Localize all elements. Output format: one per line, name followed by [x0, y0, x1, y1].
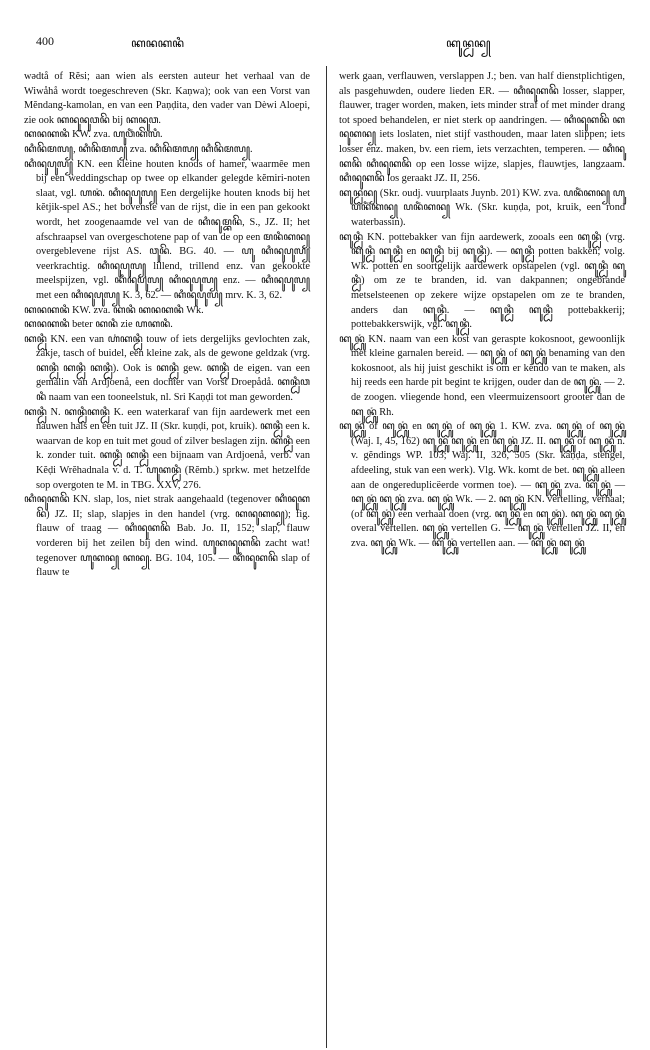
dictionary-entry: werk gaan, verflauwen, verslappen J.; ben. van half dienstplichtigen, als pasgehuwden, oudere lieden ER. — ꦏꦶꦤꦸꦏꦤꦼ losser, slapper, flauwer, trager worden, maken, iets minder straf of met minder drang tot spoed behandelen, er niet sterk op aandringen. — ꦏꦶꦤꦸꦏꦤꦼ ꦏꦤꦸꦏꦤ꧀ iets loslaten, niet stijf vasthouden, maar laten slippen; iets losser enz. maken, bv. een riem, iets verzachten, temperen. — ꦏꦶꦤꦸꦏꦤꦼ ꦏꦶꦤꦸꦏꦤꦼ op een losse wijze, slapjes, flauwtjes, langzaam. ꦏꦶꦤꦸꦏꦤꦼ los geraakt JZ. II, 256.: [339, 71, 625, 185]
page-header: [36, 34, 614, 52]
page-number: 400: [36, 34, 54, 48]
dictionary-entry: ꦏꦤ꧀ꦝꦶ KN. een van ꦲꦁꦏꦤ꧀ꦝꦶ touw of iets dergelijks gevlochten zak, zakje, tasch of buidel, een kleine zak, als de gewone geldzak (vrg. ꦏꦤ꧀ꦝꦶ ꦏꦤ꧀ꦝꦶ ꦏꦤ꧀ꦝꦶ). Ook is ꦏꦤ꧀ꦝꦶ gew. ꦏꦤ꧀ꦝꦶ de eigen. van een gemalin van Ardjoenå, een dochter van Vorst Droepådå. ꦏꦤ꧀ꦝꦶꦮꦤꦶ naam van een tooneelstuk, nl. Sri Kaṇḍi tot man geworden.: [24, 333, 310, 404]
dictionary-entry: ꦏꦤ꧀ꦝꦶ N. ꦏꦤ꧀ꦝꦶꦏꦤ꧀ꦝꦶ K. een waterkaraf van fijn aardewerk met een nauwen hals en een tuit JZ. II (Skr. kuṇḍi, pot, kruik). ꦏꦤ꧀ꦝꦶ een k. waarvan de kop en tuit met goud of zilver beslagen zijn. ꦏꦤ꧀ꦝꦶ een k. zonder tuit. ꦏꦤ꧀ꦝꦶ ꦏꦤ꧀ꦝꦶ een bijnaam van Ardjoenå, verb. van Kĕḍi Wrĕhadnala v. d. T. ꦲꦸꦏꦤ꧀ꦝꦶ (Rĕmb.) sprkw. met hetzelfde sop overgoten te M. in TBG. XXV, 276.: [24, 406, 310, 491]
left-running-head: ꦏꦤꦏꦤꦶ: [131, 36, 185, 50]
right-running-head: ꦏꦸꦤ꧀ꦝꦤ꧀: [446, 36, 491, 50]
left-column: [24, 70, 310, 581]
dictionary-entry: wədtå of Rĕsi; aan wien als eersten auteur het verhaal van de Wiwåhå wordt toegeschreven (Skr. Kaṇwa); ook van een Vorst van Mĕndang-kamolan, en van een Paṇḍita, den vader van Dèwi Aloepi, zie ook ꦏꦤꦸꦤꦸꦮꦤꦼ bij ꦏꦤꦸꦮ.: [24, 71, 310, 126]
dictionary-entry: ꦏꦸꦤ꧀ꦝꦸꦁ of ꦏꦸꦤ꧀ꦝꦸꦁ en ꦏꦸꦤ꧀ꦝꦸꦁ of ꦏꦸꦤ꧀ꦝꦸꦁ 1. KW. zva. ꦏꦸꦤ꧀ꦝꦸꦁ of ꦏꦸꦤ꧀ꦝꦸꦁ (Waj. I, 45, 162) ꦏꦸꦤ꧀ꦝꦸꦁ ꦏꦸꦤ꧀ꦝꦸꦁ en ꦏꦸꦤ꧀ꦝꦸꦁ JZ. II. ꦏꦸꦤ꧀ꦝꦸꦁ of ꦏꦸꦤ꧀ꦝꦸꦁ n. v. gĕndings WP. 103; Waj. II, 326, 505 (Skr. kâṇḍa, stengel, afdeeling, stuk van een werk). Vlg. Wk. komt de bet. ꦏꦸꦤ꧀ꦝꦸꦁ alleen aan de ongereduplicëerde vormen toe). — ꦏꦸꦤ꧀ꦝꦸꦁ zva. ꦏꦸꦤ꧀ꦝꦸꦁ — ꦏꦸꦤ꧀ꦝꦸꦁ ꦏꦸꦤ꧀ꦝꦸꦁ zva. ꦏꦸꦤ꧀ꦝꦸꦁ Wk. — 2. ꦏꦸꦤ꧀ꦝꦸꦁ KN. vertelling, verhaal; (of ꦏꦸꦤ꧀ꦝꦸꦁ) een verhaal doen (vrg. ꦏꦸꦤ꧀ꦝꦸꦁ en ꦏꦸꦤ꧀ꦝꦸꦁ). ꦏꦸꦤ꧀ꦝꦸꦁ ꦏꦸꦤ꧀ꦝꦸꦁ overal vertellen. ꦏꦸꦤ꧀ꦝꦸꦁ vertellen G. — ꦏꦸꦤ꧀ꦝꦸꦁ vertellen JZ. II, en zva. ꦏꦸꦤ꧀ꦝꦸꦁ Wk. — ꦏꦸꦤ꧀ꦝꦸꦁ vertellen aan. — ꦏꦸꦤ꧀ꦝꦸꦁ ꦏꦸꦤ꧀ꦝꦸꦁ: [339, 421, 625, 549]
dictionary-entry: ꦏꦤꦏꦤꦶ KW. zva. ꦏꦤꦶ ꦏꦤꦏꦤꦶ Wk.: [24, 304, 204, 316]
column-divider: [326, 66, 327, 1048]
dictionary-entry: ꦏꦤꦏꦤꦶ beter ꦏꦤꦶ zie ꦲꦏꦤꦶ.: [24, 319, 173, 331]
dictionary-entry: ꦏꦶꦤꦸꦏꦤꦼ KN. slap, los, niet strak aangehaald (tegenover ꦏꦶꦤꦸꦏꦤꦼ) JZ. II; slap, slapjes in den handel (vrg. ꦏꦤꦸꦏꦤ꧀); fig. flauw of traag — ꦏꦶꦤꦸꦏꦤꦼ Bab. Jo. II, 152; slap, flauw vorderen bij het zeilen bij den wind. ꦲꦸꦏꦤꦸꦏꦤꦼ zacht wat! tegenover ꦲꦸꦏꦤ꧀ ꦏꦤ꧀. BG. 104, 105. — ꦏꦶꦤꦸꦏꦤꦼ slap of flauw te: [24, 494, 310, 579]
dictionary-entry: ꦏꦤꦏꦤꦶ KW. zva. ꦲꦸꦮꦶꦁꦏꦼꦭꦶ.: [24, 129, 163, 141]
dictionary-entry: ꦏꦶꦤꦼꦩꦭ꧀, ꦏꦶꦤꦼꦩꦭ꧀ zva. ꦏꦶꦤꦼꦩꦭ꧀ ꦏꦶꦤꦼꦩꦭ꧀.: [24, 143, 253, 155]
dictionary-entry: ꦏꦶꦤꦸꦥꦸꦭ꧀ KN. een kleine houten knods of hamer, waarmêe men bij een weddingschap op twee op elkander gelegde kĕmiri-noten slaat, vgl. ꦲꦤꦁ. ꦏꦶꦤꦸꦥꦸꦭ꧀ Een dergelijke houten knods bij het kĕtjik-spel AS.; het bovenste van de rijst, die in een pan gekookt wordt, het zoogenaamde vel van de ꦏꦶꦤꦸꦩ꧀ꦧꦤꦼ, S., JZ. II; het afschraapsel van overgeschotene pap of van de op een ꦩꦤꦶꦏꦤ꧀ overgeblevene rijst AS. ꦮꦸꦤꦼ. BG. 40. — ꦲꦸ ꦏꦶꦤꦸꦥꦸꦭ꧀ veerkrachtig. ꦏꦶꦤꦸꦥꦸꦭ꧀ lillend, trillend enz. van gekookte meelspijzen, vgl. ꦏꦶꦤꦸꦥꦸꦭ꧀ ꦏꦶꦤꦸꦥꦸꦭ꧀ enz. — ꦏꦶꦤꦸꦥꦸꦭ꧀ met een ꦏꦶꦤꦸꦥꦸꦭ꧀ K. 3, 62. — ꦏꦶꦤꦸꦥꦸꦭ꧀ mrv. K. 3, 62.: [24, 158, 310, 301]
dictionary-entry: ꦏꦸꦤ꧀ꦝꦶ KN. pottebakker van fijn aardewerk, zooals een ꦏꦸꦤ꧀ꦝꦶ (vrg. ꦏꦸꦤ꧀ꦝꦶ ꦏꦸꦤ꧀ꦝꦶ en ꦏꦸꦤ꧀ꦝꦶ bij ꦏꦸꦤ꧀ꦝꦶ). — ꦏꦸꦤ꧀ꦝꦶ potten bakken; volg. Wk. potten en soortgelijk aardewerk opstapelen (vgl. ꦏꦸꦤ꧀ꦝꦶ ꦏꦸꦤ꧀ꦝꦶ) om ze te branden, id. van dakpannen; ongebrande metselsteenen op zekere wijze opstapelen om ze te branden, anders dan ꦏꦸꦤ꧀ꦝꦶ. — ꦏꦸꦤ꧀ꦝꦶ ꦏꦸꦤ꧀ꦝꦶ pottebakkerij; pottebakkerswijk, vgl. ꦏꦸꦤ꧀ꦝꦶ.: [339, 231, 625, 331]
right-column: [339, 70, 625, 552]
dictionary-entry: ꦏꦸꦤ꧀ꦝꦤ꧀ (Skr. oudj. vuurplaats Juynb. 201) KW. zva. ꦥꦤꦶꦁꦏꦤ꧀ ꦲꦸꦥꦤꦶꦁꦏꦤ꧀ ꦥꦤꦶꦁꦏꦤ꧀ Wk. (Skr. kuṇḍa, pot, kruik, een rond waterbassin).: [339, 187, 625, 228]
dictionary-entry: ꦏꦸꦤ꧀ꦝꦸꦁ KN. naam van een kost van geraspte kokosnoot, gewoonlijk met kleine garnalen bereid. — ꦏꦸꦤ꧀ꦝꦸꦁ of ꦏꦸꦤ꧀ꦝꦸꦁ benaming van den kokosnoot, als hij juist geschikt is om er kĕndo van te maken, als hij reeds een harde pit begint te krijgen, ouder dan de ꦏꦸꦤ꧀ꦝꦸꦁ. — 2. de zoogen. vliegende hond, een vleermuizensoort grooter dan de ꦏꦸꦤ꧀ꦝꦸꦁ Rh.: [339, 333, 625, 418]
